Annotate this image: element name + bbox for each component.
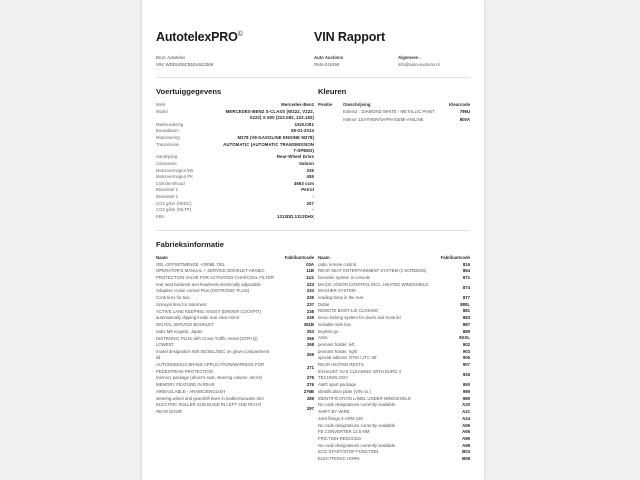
option-code: 883 (462, 315, 470, 321)
option-name: DIGITAL SERVICE BOOKLET (156, 322, 214, 328)
option-code: B08 (462, 456, 470, 462)
table-row (318, 335, 470, 341)
table-row (156, 302, 314, 308)
option-code: 864 (462, 268, 470, 274)
option-name: steering wheel and gearshift lever in leather/wooden trim (156, 395, 264, 401)
vehicle-spec-key: Merk (156, 102, 166, 108)
option-code: 276 (306, 382, 314, 388)
option-code: 269 (306, 352, 314, 358)
contact-columns (314, 55, 470, 68)
table-row (156, 275, 314, 281)
table-row (318, 389, 470, 395)
table-row (318, 349, 470, 355)
vehicle-spec-row (156, 128, 314, 134)
option-name: REAR HEATED RESTS (318, 362, 364, 368)
vehicle-spec-value: 455 (306, 174, 314, 180)
vehicle-spec-row (156, 201, 314, 207)
option-code: 906 (462, 355, 470, 361)
option-name: keyless go (318, 328, 339, 334)
vehicle-spec-value: Rear-Wheel Drive (276, 154, 314, 160)
table-row (318, 409, 470, 415)
vehicle-spec-key: Transmissie (156, 141, 179, 147)
option-name: reading lamp in the rear (318, 294, 364, 300)
report-page (142, 0, 484, 480)
factory-header-name-right: Naam (318, 254, 330, 260)
table-row (156, 315, 314, 321)
option-name: LOWEST (156, 342, 175, 348)
factory-right-header (318, 255, 470, 260)
copyright-icon: © (237, 30, 243, 38)
option-code: 950 (462, 382, 470, 388)
option-code: 235 (306, 295, 314, 301)
option-code: B03 (462, 449, 470, 455)
vehicle-spec-value: 335 (306, 167, 314, 173)
option-code: 271 (306, 365, 314, 371)
table-row (156, 342, 314, 348)
vehicle-spec-value: - (312, 194, 314, 200)
table-row (156, 375, 314, 381)
color-description: Exterior : DIAMOND WHITE - METALLIC PAINT (343, 109, 435, 115)
factory-section (142, 255, 484, 463)
vehicle-spec-row (156, 181, 314, 187)
details-section (142, 78, 484, 220)
vehicle-spec-row (156, 135, 314, 141)
option-name: Joint flange 4-ARM 120 (318, 415, 363, 421)
table-row (156, 402, 314, 415)
option-code: A98 (462, 442, 470, 448)
option-code: 874 (462, 284, 470, 290)
factory-divider (156, 230, 470, 231)
factory-title-wrap (142, 240, 484, 249)
option-code: A21 (462, 409, 470, 415)
factory-header-name-left: Naam (156, 254, 168, 260)
option-name: AIRBAGLABLE - ARABIC/ENGLISH (156, 388, 226, 394)
option-code: A20 (462, 402, 470, 408)
colors-header-position: Positie (318, 102, 333, 108)
vehicle-spec-key: CO2 g/km (WLTP) (156, 207, 192, 213)
vehicle-spec-key: Motorvermogen kW (156, 167, 194, 173)
table-row (318, 362, 470, 368)
option-code: 907 (462, 362, 470, 368)
vehicle-spec-key: Cylinderinhoud (156, 180, 185, 186)
table-row (318, 423, 470, 429)
option-name: SHIFT BY WIRE (318, 409, 350, 415)
option-code: 11B (306, 268, 314, 274)
vehicle-spec-value: AUTOMATIC (AUTOMATIC TRANSMISSION 7-SPEED) (223, 141, 314, 153)
vehicle-section-title: Voertuiggegevens (156, 87, 222, 97)
source-block (156, 44, 314, 68)
vehicle-spec-value: 207 (306, 200, 314, 206)
table-row (156, 268, 314, 274)
table-row (318, 396, 470, 402)
source-meta (156, 55, 314, 68)
table-row (318, 443, 470, 449)
factory-left-header (156, 255, 314, 260)
option-code: A89 (462, 436, 470, 441)
option-name: radio M8 exquisit, Japan (156, 328, 203, 334)
factory-right-list (318, 262, 470, 463)
option-name: facsimile system in console (318, 274, 371, 280)
option-name: REAR SEAT ENTERTAINMENT SYSTEM (2 SCREENS) (318, 268, 427, 274)
vehicle-spec-row (156, 187, 314, 193)
vehicle-spec-key: KBA (156, 213, 165, 219)
vehicle-spec-value: M278 (V8-GASOLINE ENGINE M278) (237, 134, 314, 140)
table-row (318, 369, 470, 382)
table-row (156, 309, 314, 315)
vehicle-spec-key: Model (156, 108, 168, 114)
option-code: 8XXL (459, 335, 470, 341)
vehicle-spec-row (156, 142, 314, 154)
option-code: 249 (306, 315, 314, 321)
option-code: 297 (306, 405, 314, 411)
table-row (318, 302, 470, 308)
option-code: 233 (306, 288, 314, 294)
option-name: lockable safe box (318, 321, 352, 327)
table-row (318, 329, 470, 335)
option-name: MAGIC VISION CONTROL INCL. HEATED WINDSHIELD WASHER SYSTEM (318, 281, 429, 294)
table-row (156, 396, 314, 402)
color-row (318, 109, 470, 115)
table-row (156, 288, 314, 294)
vehicle-spec-key: Motorvermogen PK (156, 174, 194, 180)
vin-line: VIN: WDDUG8CB1EA042368 (156, 61, 214, 67)
factory-left-list (156, 262, 314, 416)
table-row (156, 295, 314, 301)
dealer-phone: 0546-516398 (314, 61, 340, 67)
table-row (318, 436, 470, 442)
table-row (318, 262, 470, 268)
option-code: 275 (306, 375, 314, 381)
dealer-contact (314, 55, 398, 68)
option-code: A65 (462, 429, 470, 435)
option-code: 253 (306, 328, 314, 334)
table-row (156, 336, 314, 342)
option-name: EXHAUST GAS CLEANING WITH EURO 4 TECHNOLOGY (318, 368, 402, 381)
table-row (318, 382, 470, 388)
table-row (318, 402, 470, 408)
header-titles-row (156, 30, 470, 44)
brand-title-text: AutotelexPRO (156, 30, 238, 44)
option-name: No code designations currently available (318, 442, 396, 448)
vehicle-spec-value: Saloon (299, 161, 314, 167)
table-row (318, 449, 470, 455)
option-code: 266 (306, 335, 314, 341)
option-name: ELECTRONIC HORN (318, 456, 360, 462)
vehicle-spec-value: - (312, 207, 314, 213)
option-name: IDENTIFICATION LABEL UNDER WINDSHIELD (318, 395, 411, 401)
table-row (318, 315, 470, 321)
factory-header-code-left: Fabrikantcode (284, 254, 314, 260)
vehicle-spec-row (156, 174, 314, 180)
option-name: Dubai (318, 301, 330, 307)
option-name: servo locking system for doors and trunk lid (318, 315, 401, 321)
option-name: pennant holder, left (318, 342, 355, 348)
option-code: 289 (306, 395, 314, 401)
vehicle-spec-value: Mercedes-Benz (281, 102, 314, 108)
table-row (156, 389, 314, 395)
option-code: 268 (306, 342, 314, 348)
option-code: 351B (303, 322, 314, 328)
vehicle-column (156, 78, 314, 220)
option-code: 871 (462, 274, 470, 280)
table-row (318, 416, 470, 422)
option-name: ASIA (318, 335, 328, 341)
table-row (156, 382, 314, 388)
header-left-column (156, 30, 314, 44)
source-line: Bron: Autotelex (156, 55, 186, 60)
option-name: DISTRONIC PLUS with Cross-Traffic Assist (DTR+Q) (156, 335, 258, 341)
option-code: 877 (462, 294, 470, 300)
colors-column (314, 78, 470, 220)
vehicle-spec-value: UG8.CB1 (294, 121, 314, 127)
option-code: 989 (462, 395, 470, 401)
option-name: ECO START/STOP FUNCTION (318, 449, 379, 455)
vehicle-spec-row (156, 168, 314, 174)
factory-section-title: Fabrieksinformatie (156, 239, 224, 249)
vehicle-spec-row (156, 161, 314, 167)
option-code: 816 (462, 261, 470, 267)
table-row (156, 349, 314, 362)
table-row (318, 295, 470, 301)
report-title: VIN Rapport (314, 30, 386, 44)
option-code: 986 (462, 388, 470, 394)
option-name: radio remote control (318, 261, 357, 267)
option-code: 887 (462, 321, 470, 327)
vehicle-spec-key: Marktcodering (156, 121, 184, 127)
table-row (318, 355, 470, 361)
colors-table-header (318, 102, 470, 107)
vehicle-spec-value: 4663 ccm (293, 180, 314, 186)
option-name: automatically dipping inside rear view mirror (156, 315, 240, 321)
vehicle-spec-value: MERCEDES-BENZ S-CLASS (W222, V222, X222) S 500 (222.082, 222.182) (225, 108, 314, 121)
vehicle-spec-row (156, 122, 314, 128)
option-name: OPERATOR'S MANUAL + SERVICE BOOKLET-ARABIC (156, 268, 265, 274)
factory-left-column (156, 255, 314, 463)
vehicle-spec-key: Bouwdatum (156, 128, 179, 134)
option-name: model designation 600 SE/SEL/SEC on glove compartment lid (156, 349, 270, 361)
table-row (318, 342, 470, 348)
colors-table-body (318, 109, 470, 123)
general-email: info@auto-auctions.nl (398, 61, 440, 67)
option-name: FRICTION-REDUCED (318, 436, 361, 441)
vehicle-spec-row (156, 207, 314, 213)
vehicle-spec-key: Aandrijving (156, 154, 178, 160)
table-row (318, 456, 470, 462)
option-code: 237 (306, 301, 314, 307)
vehicle-spec-row (156, 194, 314, 200)
option-code: 881 (462, 308, 470, 314)
option-name: Conti tires for taxi (156, 295, 190, 301)
vehicle-spec-key: Brandstof 2 (156, 194, 178, 200)
option-code: A59 (462, 422, 470, 428)
document-header (142, 0, 484, 68)
table-row (156, 329, 314, 335)
general-contact (398, 55, 470, 68)
vehicle-spec-key: CO2 g/km (NEDC) (156, 200, 192, 206)
vehicle-spec-list (156, 102, 314, 220)
factory-right-column (314, 255, 470, 463)
option-name: Uniroyal tires for Interment (156, 301, 207, 307)
option-name: AMG sport package (318, 382, 356, 388)
vehicle-spec-key: Brandstof 1 (156, 187, 178, 193)
vehicle-spec-value: 08-01-2014 (291, 128, 314, 134)
vehicle-spec-key: Carosserie (156, 161, 177, 167)
colors-header-code: Kleurcode (448, 102, 470, 108)
vehicle-spec-row (156, 109, 314, 121)
table-row (156, 322, 314, 328)
option-name: ACTIVE LANE KEEPING ASSIST (DRIVER COCKPIT) (156, 308, 261, 314)
option-code: 238 (306, 308, 314, 314)
option-name: FE CONVERTER 13.5 MM (318, 429, 370, 435)
vehicle-spec-row (156, 102, 314, 108)
option-name: REMOTE BOOT-LID CLOSING (318, 308, 379, 314)
vehicle-spec-value: 1313DD,1313DHX (277, 213, 314, 219)
option-code: 903 (462, 348, 470, 354)
option-name: Adaptive cruise control Plus (DISTRONIC PLUS) (156, 288, 250, 294)
option-name: PROTECTION VALVE FOR ACTIVATED CHARCOAL FILTER (156, 274, 274, 280)
option-name: identification plate (VIN no.) (318, 388, 371, 394)
brand-title (156, 30, 314, 44)
header-right-column (314, 30, 470, 44)
contact-block (314, 44, 470, 68)
vehicle-spec-row (156, 214, 314, 220)
table-row (318, 282, 470, 295)
option-code: 223 (306, 281, 314, 287)
colors-section-title: Kleuren (318, 87, 347, 97)
color-description: Interior :LEATHER/NAPPA/SEMI-ANILINE (343, 116, 424, 122)
general-label: Algemeen . (398, 55, 421, 60)
option-code: 1U1 (306, 274, 314, 280)
vehicle-spec-row (156, 154, 314, 160)
table-row (318, 429, 470, 435)
color-row (318, 117, 470, 123)
table-row (318, 275, 470, 281)
dealer-label: Auto Auctions (314, 55, 344, 60)
option-name: OEL-OFFSETMENGE +300ML OEL (156, 261, 226, 267)
table-row (318, 268, 470, 274)
option-code: 926 (462, 372, 470, 378)
option-name: rear seat backrest and headrests electrically adjustable (156, 281, 261, 287)
colors-header-description: Omschrijving (343, 102, 371, 108)
table-row (318, 308, 470, 314)
vehicle-spec-value: Petrol (301, 187, 314, 193)
color-code: 800A (459, 116, 470, 122)
option-name: No code designations currently available (318, 402, 396, 408)
option-name: ELECTRIC ROLLER SUN BLIND IN LEFT AND RIGHT REAR DOOR (156, 402, 262, 414)
table-row (156, 282, 314, 288)
factory-header-code-right: Fabrikantcode (440, 254, 470, 260)
option-code: A24 (462, 415, 470, 421)
color-code: 799U (459, 109, 470, 115)
option-code: 902 (462, 342, 470, 348)
option-name: special editions 'DTM / JTC 96' (318, 355, 377, 361)
vehicle-spec-key: Motorisering (156, 134, 180, 140)
option-code: 880L (460, 301, 470, 307)
table-row (156, 262, 314, 268)
option-code: 276B (303, 388, 314, 394)
option-code: 889 (462, 328, 470, 334)
option-name: pennant holder, right (318, 348, 358, 354)
option-code: 03A (306, 261, 314, 267)
option-name: memory package (driver's seat, steering column, mirror) (156, 375, 263, 381)
option-name: MEMORY FEATURE IN REAR (156, 382, 215, 388)
option-name: AUTONOMOUS BRAKE APPLICATION/WARNING FOR PEDESTRIAN PROTECTION (156, 362, 265, 374)
table-row (156, 362, 314, 375)
option-name: No code designations currently available (318, 422, 396, 428)
table-row (318, 322, 470, 328)
header-meta-row (156, 44, 470, 68)
